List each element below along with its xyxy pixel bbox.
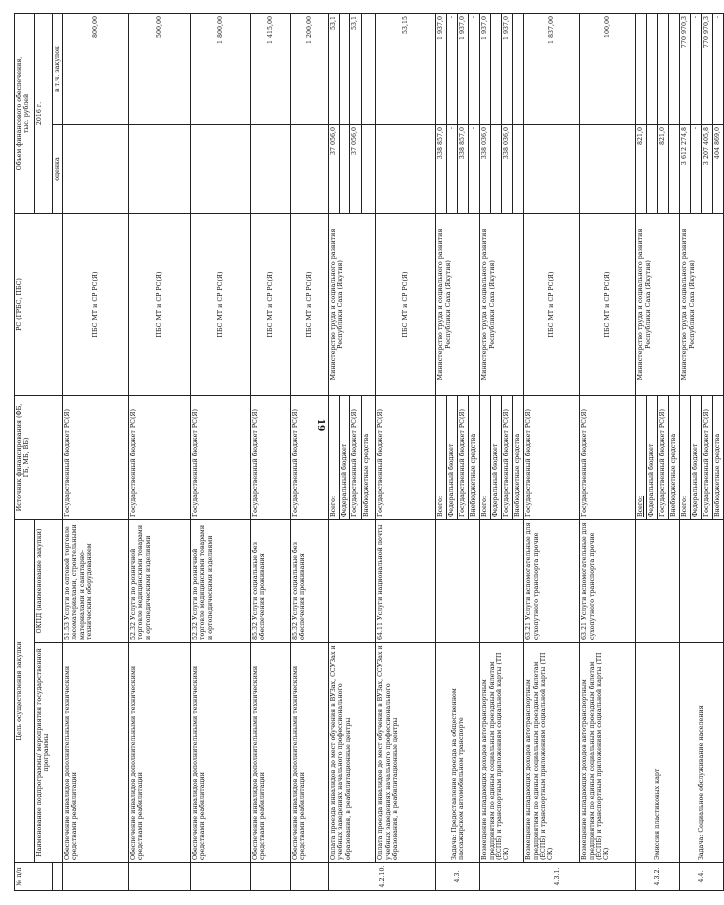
cell-purchases	[658, 14, 669, 125]
cell-source: Всего:	[680, 396, 691, 520]
cell-estimate	[491, 125, 502, 214]
cell-okpd: 85.32 Услуги социальные без обеспечения проживания	[291, 520, 329, 643]
table-row	[480, 14, 491, 891]
rotated-page	[14, 14, 722, 891]
cell-estimate	[376, 125, 436, 214]
cell-estimate: 338 857,0	[458, 125, 469, 214]
cell-purchases	[669, 14, 680, 125]
table-row	[191, 14, 251, 891]
cell-source: Федеральный бюджет	[491, 396, 502, 520]
cell-purchases: 800,00	[63, 14, 129, 125]
cell-okpd-empty	[636, 520, 680, 643]
cell-estimate: 338 857,0	[436, 125, 447, 214]
cell-okpd-empty	[480, 520, 524, 643]
table-row	[376, 14, 436, 891]
table-row	[291, 14, 329, 891]
cell-okpd: 63.21 Услуги вспомогательные для сухопутного транспорта прочие	[524, 520, 580, 643]
table-row	[329, 14, 340, 891]
cell-source: Государственный бюджет РС(Я)	[658, 396, 669, 520]
table-row	[63, 14, 129, 891]
page-number: 19	[315, 418, 325, 432]
cell-rs: Министерство труда и социального развития Республики Саха (Якутия)	[329, 214, 376, 396]
cell-estimate: -	[447, 125, 458, 214]
cell-purchases: 1 937,0	[480, 14, 491, 125]
cell-source: Всего:	[636, 396, 647, 520]
cell-okpd-empty	[680, 520, 724, 643]
cell-name: Оплата проезда инвалидов до мест обучения в ВУЗах, ССУЗах и учебных заведениях начального профессионального образования, в реабилитационные центры	[329, 643, 376, 863]
cell-okpd-empty	[436, 520, 480, 643]
cell-purchases: 1 937,0	[458, 14, 469, 125]
cell-rs: ПБС МТ и СР РС(Я)	[580, 214, 636, 396]
cell-no	[129, 863, 191, 891]
cell-rs: ПБС МТ и СР РС(Я)	[63, 214, 129, 396]
cell-estimate: -	[469, 125, 480, 214]
cell-estimate: -	[691, 125, 702, 214]
cell-source: Федеральный бюджет	[447, 396, 458, 520]
cell-purchases	[340, 14, 350, 125]
cell-no	[291, 863, 329, 891]
cell-purchases: 53,15	[376, 14, 436, 125]
cell-no: 4.4.	[680, 863, 724, 891]
table-row	[436, 14, 447, 891]
cell-name: Обеспечение инвалидов дополнительными техническими средствами реабилитации	[63, 643, 129, 863]
cell-purchases	[491, 14, 502, 125]
cell-estimate	[513, 125, 524, 214]
cell-source: Государственный бюджет РС(Я)	[129, 396, 191, 520]
cell-estimate	[191, 125, 251, 214]
header-volume-line1: Объем финансового обеспечения,	[16, 56, 23, 171]
cell-estimate	[669, 125, 680, 214]
header-incl-purchases: в т.ч. закупок	[53, 14, 63, 125]
cell-rs: ПБС МТ и СР РС(Я)	[291, 214, 329, 396]
cell-purchases: 770 970,3	[680, 14, 691, 125]
cell-purchases	[636, 14, 647, 125]
header-volume-line2: тыс. рублей	[23, 93, 31, 134]
cell-name: Возмещение выпадающих доходов автотранспортным предприятиям по единым социальным проездным билетам (ЕСПБ) и транспортным приложениям социальной карты (ТП СК)	[480, 643, 524, 863]
header-rs: РС (ГРБС, ПБС)	[15, 214, 63, 396]
cell-estimate	[647, 125, 658, 214]
cell-name: Задача: Социальное обслуживание населения	[680, 643, 724, 863]
cell-name: Обеспечение инвалидов дополнительными техническими средствами реабилитации	[191, 643, 251, 863]
cell-no: 4.3.2.	[636, 863, 680, 891]
cell-rs: ПБС МТ и СР РС(Я)	[251, 214, 291, 396]
cell-purchases: 1 415,00	[251, 14, 291, 125]
cell-no: 4.3.	[436, 863, 480, 891]
cell-source: Внебюджетные средства	[469, 396, 480, 520]
cell-no	[191, 863, 251, 891]
cell-estimate: 404 869,0	[713, 125, 724, 214]
cell-no	[251, 863, 291, 891]
cell-source: Внебюджетные средства	[513, 396, 524, 520]
procurement-table	[14, 13, 724, 891]
header-year: 2016 г.	[35, 14, 53, 214]
cell-rs: ПБС МТ и СР РС(Я)	[129, 214, 191, 396]
cell-source: Государственный бюджет РС(Я)	[350, 396, 362, 520]
cell-name: Возмещение выпадающих доходов автотранспортным предприятиям по единым социальным проездным билетам (ЕСПБ) и транспортным приложениям социальной карты (ТП СК)	[580, 643, 636, 863]
cell-source: Государственный бюджет РС(Я)	[502, 396, 513, 520]
cell-estimate: 3 612 274,8	[680, 125, 691, 214]
cell-estimate	[362, 125, 376, 214]
header-okpd: ОКПД (наименование закупки)	[35, 520, 63, 643]
header-estimate: оценка	[53, 125, 63, 214]
cell-estimate: 338 036,0	[480, 125, 491, 214]
cell-source: Государственный бюджет РС(Я)	[702, 396, 713, 520]
cell-rs: Министерство труда и социального развития Республики Саха (Якутия)	[680, 214, 724, 396]
cell-rs: ПБС МТ и СР РС(Я)	[524, 214, 580, 396]
cell-name: Обеспечение инвалидов дополнительными техническими средствами реабилитации	[251, 643, 291, 863]
cell-source: Государственный бюджет РС(Я)	[458, 396, 469, 520]
cell-source: Государственный бюджет РС(Я)	[251, 396, 291, 520]
cell-estimate	[524, 125, 580, 214]
cell-estimate: 37 056,0	[329, 125, 340, 214]
cell-rs: Министерство труда и социального развития Республики Саха (Якутия)	[480, 214, 524, 396]
cell-source: Внебюджетные средства	[713, 396, 724, 520]
cell-purchases: 770 970,3	[702, 14, 713, 125]
cell-source: Государственный бюджет РС(Я)	[291, 396, 329, 520]
cell-estimate	[580, 125, 636, 214]
table-row	[580, 14, 636, 891]
cell-purchases: -	[447, 14, 458, 125]
cell-purchases: -	[691, 14, 702, 125]
cell-purchases: 1 937,0	[502, 14, 513, 125]
cell-rs: Министерство труда и социального развития Республики Саха (Якутия)	[636, 214, 680, 396]
table-row	[251, 14, 291, 891]
header-num-blank	[53, 863, 63, 891]
cell-source: Государственный бюджет РС(Я)	[580, 396, 636, 520]
cell-purchases: 1 800,00	[191, 14, 251, 125]
table-row	[524, 14, 580, 891]
header-subprogram-name: Наименование подпрограммы/ мероприятия государственной программы	[35, 643, 63, 863]
cell-no: 4.2.10.	[329, 863, 436, 891]
cell-estimate: 338 036,0	[502, 125, 513, 214]
cell-estimate	[63, 125, 129, 214]
cell-purchases: 500,00	[129, 14, 191, 125]
cell-rs: ПБС МТ и СР РС(Я)	[191, 214, 251, 396]
cell-estimate: 37 056,0	[350, 125, 362, 214]
cell-purchases: -	[713, 14, 724, 125]
table-row	[129, 14, 191, 891]
table-row	[680, 14, 691, 891]
cell-purchases: 53,1	[329, 14, 340, 125]
cell-okpd: 51.53 Услуги по оптовой торговле лесоматериалами, строительными материалами и санитарно-техническим оборудованием	[63, 520, 129, 643]
header-num: № п/п	[15, 863, 53, 891]
cell-okpd: 52.32 Услуги по розничной торговле медицинскими товарами и ортопедическими изделиями	[191, 520, 251, 643]
cell-okpd: 52.32 Услуги по розничной торговле медицинскими товарами и ортопедическими изделиями	[129, 520, 191, 643]
cell-source: Государственный бюджет РС(Я)	[63, 396, 129, 520]
cell-source: Федеральный бюджет	[647, 396, 658, 520]
cell-purchases: 1 937,0	[436, 14, 447, 125]
cell-source: Всего:	[480, 396, 491, 520]
cell-source: Всего:	[436, 396, 447, 520]
cell-okpd: 63.21 Услуги вспомогательные для сухопутного транспорта прочие	[580, 520, 636, 643]
cell-estimate: 821,0	[658, 125, 669, 214]
cell-estimate: 821,0	[636, 125, 647, 214]
cell-estimate: 3 207 405,8	[702, 125, 713, 214]
cell-source: Внебюджетные средства	[669, 396, 680, 520]
cell-purchases: 1 837,00	[524, 14, 580, 125]
cell-source: Федеральный бюджет	[691, 396, 702, 520]
cell-purchases	[647, 14, 658, 125]
cell-name: Возмещение выпадающих доходов автотранспортным предприятиям по единым социальным проездным билетам (ЕСПБ) и транспортным приложениям социальной карты (ТП СК)	[524, 643, 580, 863]
cell-source: Внебюджетные средства	[362, 396, 376, 520]
cell-source: Государственный бюджет РС(Я)	[524, 396, 580, 520]
cell-name: Эмиссия пластиковых карт	[636, 643, 680, 863]
cell-okpd: 64.11 Услуги национальной почты	[376, 520, 436, 643]
cell-purchases: 1 200,00	[291, 14, 329, 125]
header-purpose-group: Цель осуществления закупки	[15, 520, 35, 863]
cell-rs: Министерство труда и социального развития Республики Саха (Якутия)	[436, 214, 480, 396]
cell-okpd-empty	[329, 520, 376, 643]
cell-estimate	[340, 125, 350, 214]
cell-name: Задача: Предоставление проезда на общественном пассажирском автомобильном транспорте	[436, 643, 480, 863]
cell-source: Всего:	[329, 396, 340, 520]
cell-purchases	[362, 14, 376, 125]
cell-source: Федеральный бюджет	[340, 396, 350, 520]
header-funding-source: Источник финансирования (ФБ, ГБ, МБ, ВБ)	[15, 396, 63, 520]
cell-okpd: 85.32 Услуги социальные без обеспечения проживания	[251, 520, 291, 643]
cell-purchases: -	[469, 14, 480, 125]
cell-estimate	[291, 125, 329, 214]
cell-estimate	[251, 125, 291, 214]
cell-no	[63, 863, 129, 891]
cell-source: Государственный бюджет РС(Я)	[191, 396, 251, 520]
cell-purchases	[513, 14, 524, 125]
header-volume	[15, 14, 35, 214]
cell-no: 4.3.1.	[480, 863, 636, 891]
table-row	[636, 14, 647, 891]
cell-name: Обеспечение инвалидов дополнительными техническими средствами реабилитации	[129, 643, 191, 863]
cell-name: Оплата проезда инвалидов до мест обучения в ВУЗах, ССУЗах и учебных заведениях начального профессионального образования, в реабилитационные центры	[376, 643, 436, 863]
cell-purchases: 100,00	[580, 14, 636, 125]
cell-rs: ПБС МТ и СР РС(Я)	[376, 214, 436, 396]
cell-source: Государственный бюджет РС(Я)	[376, 396, 436, 520]
cell-estimate	[129, 125, 191, 214]
cell-purchases: 53,1	[350, 14, 362, 125]
cell-name: Обеспечение инвалидов дополнительными техническими средствами реабилитации	[291, 643, 329, 863]
